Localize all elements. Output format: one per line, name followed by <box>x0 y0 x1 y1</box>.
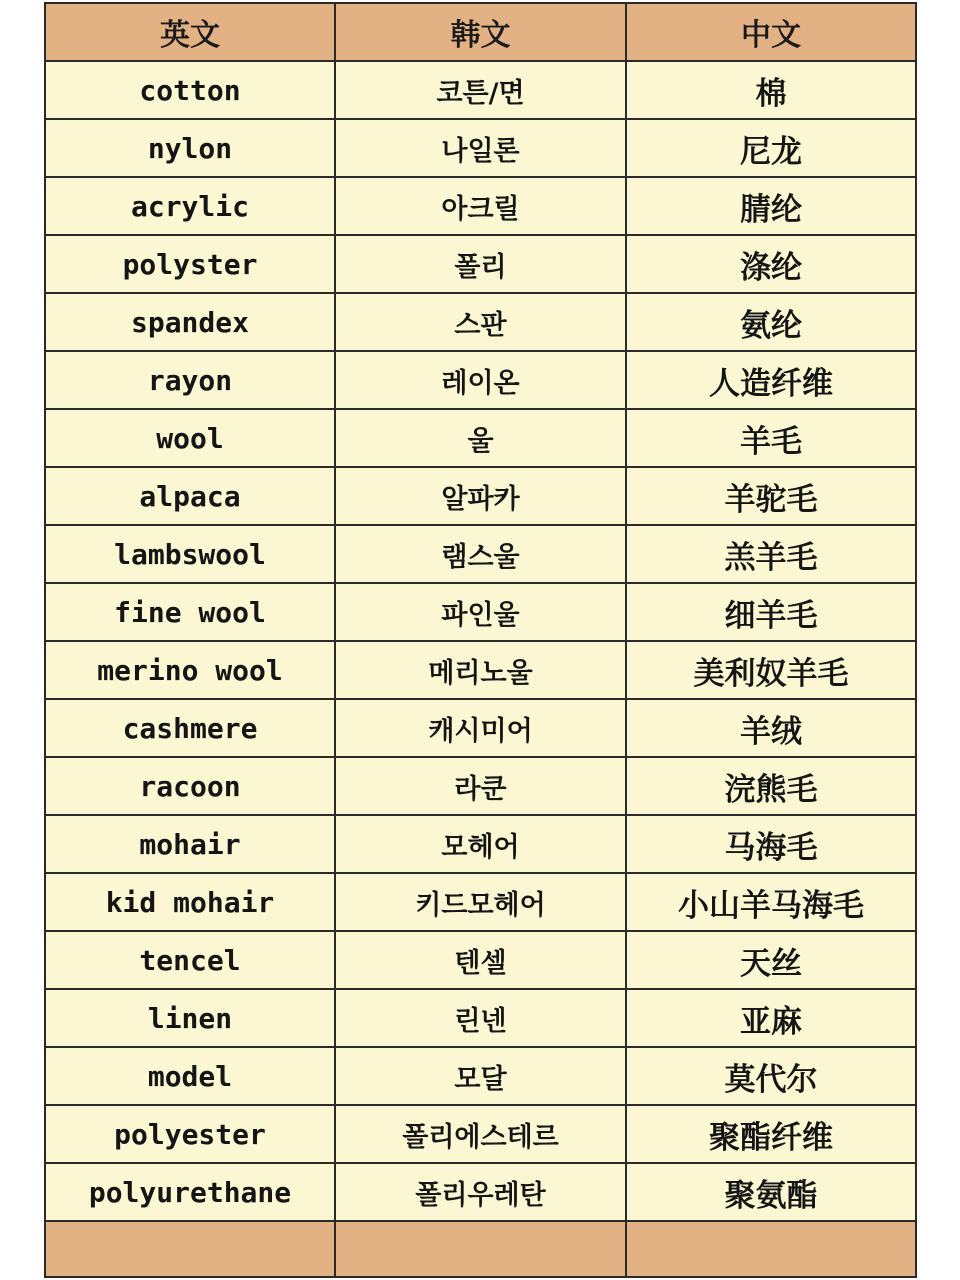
table-row <box>45 641 916 699</box>
header-english: 英文 <box>45 3 335 61</box>
english-term-cell: nylon <box>45 119 335 177</box>
table-row <box>45 235 916 293</box>
english-term-cell: model <box>45 1047 335 1105</box>
table-row <box>45 119 916 177</box>
header-row <box>45 3 916 61</box>
chinese-term-cell: 羊绒 <box>626 699 916 757</box>
english-term-cell: acrylic <box>45 177 335 235</box>
korean-term-cell: 폴리우레탄 <box>335 1163 626 1221</box>
english-term-cell: cotton <box>45 61 335 119</box>
korean-term-cell: 폴리에스테르 <box>335 1105 626 1163</box>
korean-term-cell: 라쿤 <box>335 757 626 815</box>
footer-row <box>45 1221 916 1277</box>
english-term-cell: tencel <box>45 931 335 989</box>
table-row <box>45 409 916 467</box>
table-row <box>45 815 916 873</box>
footer-cell-korean <box>335 1221 626 1277</box>
chinese-term-cell: 细羊毛 <box>626 583 916 641</box>
english-term-cell: spandex <box>45 293 335 351</box>
table-row <box>45 699 916 757</box>
chinese-term-cell: 浣熊毛 <box>626 757 916 815</box>
chinese-term-cell: 美利奴羊毛 <box>626 641 916 699</box>
chinese-term-cell: 腈纶 <box>626 177 916 235</box>
header-korean: 韩文 <box>335 3 626 61</box>
table-row <box>45 351 916 409</box>
chinese-term-cell: 莫代尔 <box>626 1047 916 1105</box>
fabric-terms-table <box>44 2 917 1278</box>
korean-term-cell: 나일론 <box>335 119 626 177</box>
chinese-term-cell: 小山羊马海毛 <box>626 873 916 931</box>
table-row <box>45 525 916 583</box>
korean-term-cell: 코튼/면 <box>335 61 626 119</box>
korean-term-cell: 린넨 <box>335 989 626 1047</box>
english-term-cell: mohair <box>45 815 335 873</box>
korean-term-cell: 폴리 <box>335 235 626 293</box>
english-term-cell: polyurethane <box>45 1163 335 1221</box>
chinese-term-cell: 马海毛 <box>626 815 916 873</box>
table-row <box>45 583 916 641</box>
table-row <box>45 293 916 351</box>
korean-term-cell: 레이온 <box>335 351 626 409</box>
chinese-term-cell: 亚麻 <box>626 989 916 1047</box>
english-term-cell: polyester <box>45 1105 335 1163</box>
chinese-term-cell: 人造纤维 <box>626 351 916 409</box>
chinese-term-cell: 聚氨酯 <box>626 1163 916 1221</box>
chinese-term-cell: 天丝 <box>626 931 916 989</box>
korean-term-cell: 모헤어 <box>335 815 626 873</box>
english-term-cell: alpaca <box>45 467 335 525</box>
korean-term-cell: 램스울 <box>335 525 626 583</box>
footer-cell-english <box>45 1221 335 1277</box>
english-term-cell: lambswool <box>45 525 335 583</box>
header-chinese: 中文 <box>626 3 916 61</box>
english-term-cell: merino wool <box>45 641 335 699</box>
korean-term-cell: 모달 <box>335 1047 626 1105</box>
table-header <box>45 3 916 61</box>
korean-term-cell: 텐셀 <box>335 931 626 989</box>
chinese-term-cell: 聚酯纤维 <box>626 1105 916 1163</box>
table-row <box>45 177 916 235</box>
korean-term-cell: 아크릴 <box>335 177 626 235</box>
table-row <box>45 931 916 989</box>
table-row <box>45 1047 916 1105</box>
english-term-cell: wool <box>45 409 335 467</box>
table-row <box>45 1163 916 1221</box>
korean-term-cell: 스판 <box>335 293 626 351</box>
korean-term-cell: 키드모헤어 <box>335 873 626 931</box>
chinese-term-cell: 氨纶 <box>626 293 916 351</box>
korean-term-cell: 캐시미어 <box>335 699 626 757</box>
table-row <box>45 757 916 815</box>
english-term-cell: fine wool <box>45 583 335 641</box>
korean-term-cell: 울 <box>335 409 626 467</box>
chinese-term-cell: 棉 <box>626 61 916 119</box>
table-row <box>45 873 916 931</box>
english-term-cell: polyster <box>45 235 335 293</box>
english-term-cell: racoon <box>45 757 335 815</box>
footer-cell-chinese <box>626 1221 916 1277</box>
table-row <box>45 61 916 119</box>
korean-term-cell: 메리노울 <box>335 641 626 699</box>
table-row <box>45 989 916 1047</box>
chinese-term-cell: 羊毛 <box>626 409 916 467</box>
table-body <box>45 61 916 1221</box>
english-term-cell: linen <box>45 989 335 1047</box>
chinese-term-cell: 羔羊毛 <box>626 525 916 583</box>
korean-term-cell: 파인울 <box>335 583 626 641</box>
chinese-term-cell: 尼龙 <box>626 119 916 177</box>
table-row <box>45 467 916 525</box>
chinese-term-cell: 羊驼毛 <box>626 467 916 525</box>
english-term-cell: kid mohair <box>45 873 335 931</box>
chinese-term-cell: 涤纶 <box>626 235 916 293</box>
table-row <box>45 1105 916 1163</box>
english-term-cell: cashmere <box>45 699 335 757</box>
english-term-cell: rayon <box>45 351 335 409</box>
korean-term-cell: 알파카 <box>335 467 626 525</box>
table-footer <box>45 1221 916 1277</box>
